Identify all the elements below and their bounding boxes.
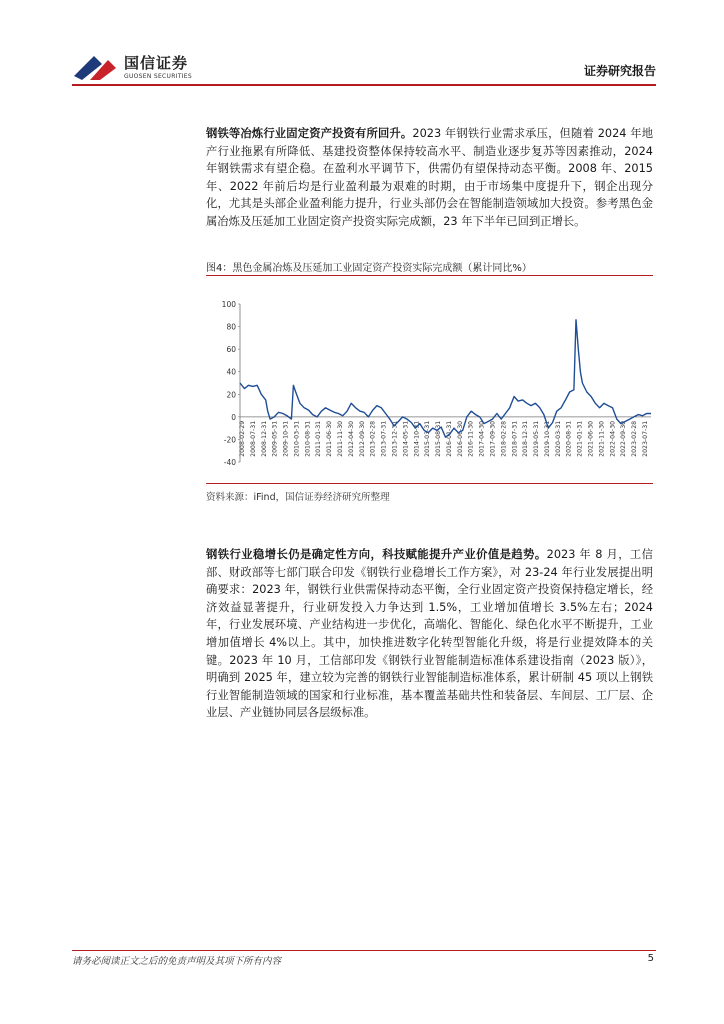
x-tick-label: 2013-02-28 [369,420,377,457]
x-tick-label: 2020-03-31 [554,420,562,457]
footer-divider [72,950,656,951]
paragraph-body: 2023 年 8 月，工信部、财政部等七部门联合印发《钢铁行业稳增长工作方案》，对 23-24 年行业发展提出明确要求：2023 年，钢铁行业供需保持动态平衡，全行业固定资产投资保持稳定增长，经济效益显著提升，行业研发投入力争达到 1.5%，工业增加值增长 3.5%左右；2024 年，行业发展环境、产业结构进一步优化，高端化、智能化、绿色化水平不断提升，工业增加值增长 4%以上。其中，加快推进数字化转型智能化升级，将是行业提效降本的关键。2023 年 10 月，工信部印发《钢铁行业智能制造标准体系建设指南（2023 版）》，明确到 2025 年，建立较为完善的钢铁行业智能制造标准体系，累计研制 45 项以上钢铁行业智能制造领域的国家和行业标准，基本覆盖基础共性和装备层、车间层、工厂层、企业层、产业链协同层各层级标准。 [206,548,653,720]
x-tick-label: 2010-08-31 [304,420,312,457]
paragraph-investment [206,125,653,231]
x-tick-label: 2023-02-28 [631,420,639,457]
x-tick-label: 2015-03-31 [424,420,432,457]
x-tick-label: 2009-05-31 [271,420,279,457]
report-type-label: 证券研究报告 [583,64,656,78]
x-tick-label: 2013-12-31 [391,420,399,457]
x-tick-label: 2021-06-30 [587,420,595,457]
x-tick-label: 2016-01-31 [445,420,453,457]
footer-disclaimer: 请务必阅读正文之后的免责声明及其项下所有内容 [72,956,282,967]
x-tick-label: 2008-07-31 [249,420,257,457]
x-tick-label: 2012-04-30 [347,420,355,457]
guosen-logo-icon [72,54,118,82]
x-tick-label: 2017-04-30 [478,420,486,457]
x-tick-label: 2019-05-31 [533,420,541,457]
y-tick-label: 100 [221,300,236,309]
x-tick-label: 2011-01-31 [315,420,323,457]
x-tick-label: 2011-11-30 [337,420,345,457]
page-number: 5 [647,953,654,964]
logo-english-name: GUOSEN SECURITIES [124,73,193,80]
y-tick-label: -40 [223,458,236,467]
x-tick-label: 2018-12-31 [522,420,530,457]
logo-chinese-name: 国信证券 [124,54,189,72]
x-tick-label: 2016-06-30 [456,420,464,457]
x-tick-label: 2019-10-31 [543,420,551,457]
x-tick-label: 2021-11-30 [598,420,606,457]
guosen-logo [72,52,202,84]
investment-growth-chart [206,282,653,482]
x-tick-label: 2014-10-31 [413,420,421,457]
x-tick-label: 2021-01-31 [576,420,584,457]
x-tick-label: 2022-04-30 [609,420,617,457]
paragraph-lead: 钢铁行业稳增长仍是确定性方向，科技赋能提升产业价值是趋势。 [206,548,547,561]
paragraph-policy [206,546,653,722]
x-tick-label: 2018-07-31 [511,420,519,457]
x-tick-label: 2013-07-31 [380,420,388,457]
x-tick-label: 2018-02-28 [500,420,508,457]
x-tick-label: 2015-08-31 [435,420,443,457]
header-divider [72,84,656,86]
x-tick-label: 2016-11-30 [467,420,475,457]
x-tick-label: 2022-09-30 [620,420,628,457]
x-tick-label: 2008-02-29 [239,420,246,457]
y-tick-label: 60 [226,345,236,355]
page-header [0,0,724,90]
line-chart-svg [206,282,653,482]
x-tick-label: 2009-10-31 [282,420,290,457]
x-tick-label: 2014-05-31 [402,420,410,457]
figure-source: 资料来源：iFind，国信证券经济研究所整理 [206,492,390,503]
figure-title: 图4：黑色金属冶炼及压延加工业固定资产投资实际完成额（累计同比%） [206,263,532,274]
y-tick-label: 0 [231,412,236,422]
x-tick-label: 2010-03-31 [293,420,301,457]
x-tick-label: 2012-09-30 [358,420,366,457]
x-tick-label: 2008-12-31 [260,420,268,457]
x-tick-label: 2020-08-31 [565,420,573,457]
y-tick-label: 20 [226,390,236,400]
y-tick-label: -20 [223,435,236,445]
x-tick-label: 2017-09-30 [489,420,497,457]
figure-top-divider [206,275,653,276]
x-tick-label: 2011-06-30 [326,420,334,457]
paragraph-lead: 钢铁等冶炼行业固定资产投资有所回升。 [206,127,413,140]
figure-bottom-divider [206,483,653,484]
paragraph-body: 2023 年钢铁行业需求承压，但随着 2024 年地产行业拖累有所降低、基建投资整体保持较高水平、制造业逐步复苏等因素推动，2024 年钢铁需求有望企稳。在盈利水平调节下，供需仍有望保持动态平衡。2008 年、2015 年、2022 年前后均是行业盈利最为艰难的时期，由于市场集中度提升下，钢企出现分化，尤其是头部企业盈利能力提升，行业头部仍会在智能制造领域加大投资。参考黑色金属冶炼及压延加工业固定资产投资实际完成额，23 年下半年已回到正增长。 [206,127,653,228]
series-line [240,320,651,437]
x-tick-label: 2023-07-31 [642,420,649,457]
y-tick-label: 80 [226,322,236,332]
y-tick-label: 40 [226,367,236,377]
